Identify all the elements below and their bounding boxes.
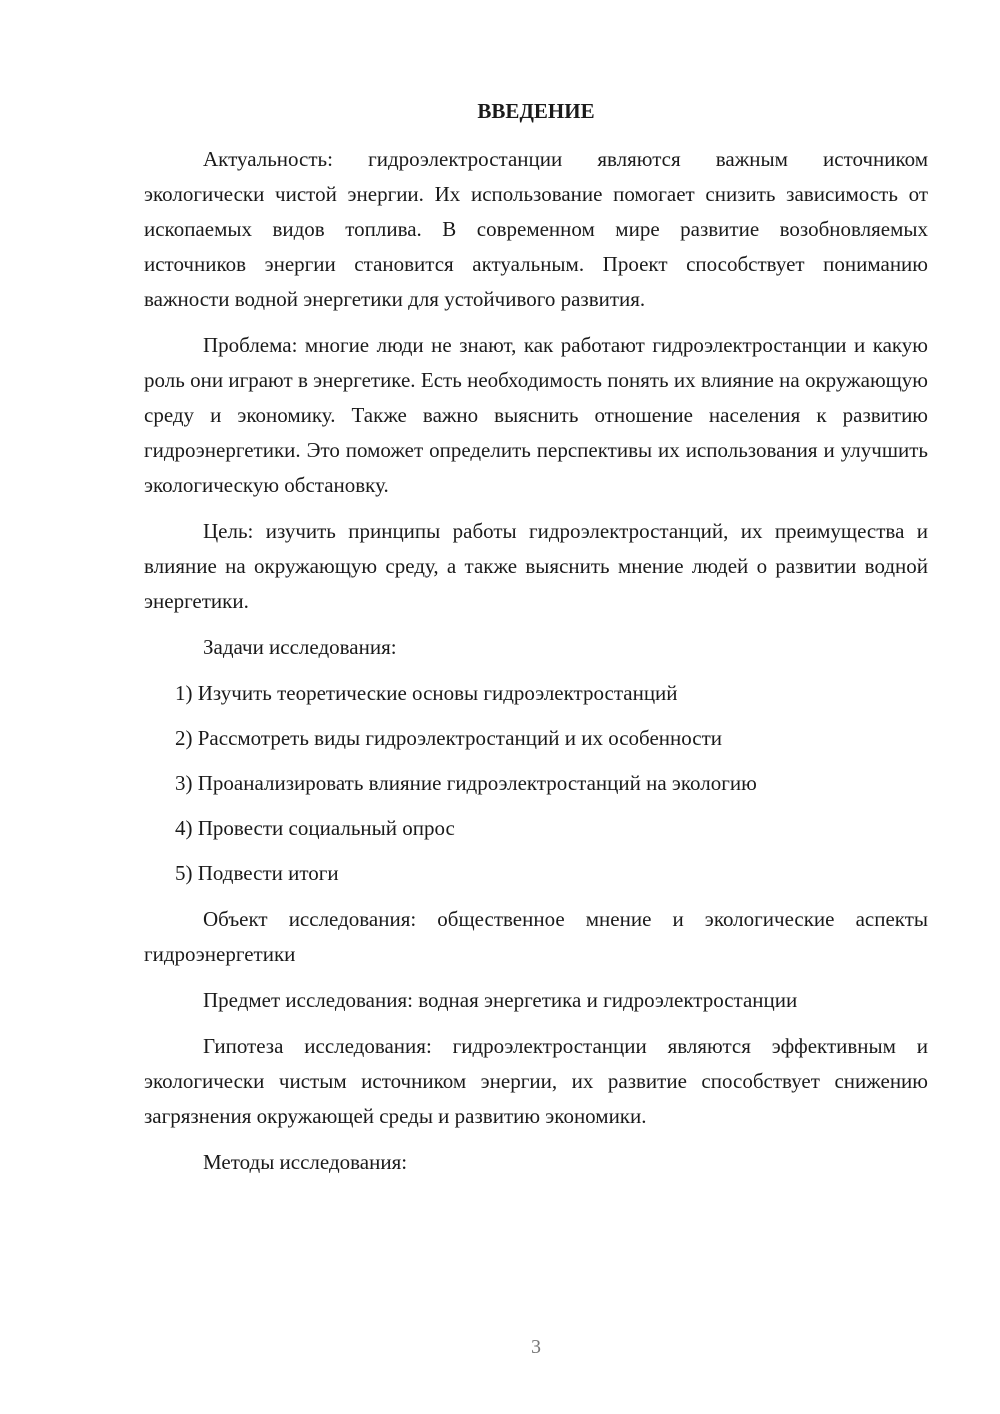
document-page — [144, 0, 928, 1414]
relevance-paragraph: Актуальность: гидроэлектростанции являются важным источником экологически чистой энергии. Их использование помогает снизить зависимость от ископаемых видов топлива. В современном мире развитие возобновляемых источников энергии становится актуальным. Проект способствует пониманию важности водной энергетики для устойчивого развития. — [144, 147, 928, 311]
methods-heading: Методы исследования: — [203, 1150, 408, 1174]
task-item: 5) Подвести итоги — [175, 861, 339, 885]
task-item: 1) Изучить теоретические основы гидроэлектростанций — [175, 681, 678, 705]
tasks-heading: Задачи исследования: — [203, 635, 397, 659]
task-item: 3) Проанализировать влияние гидроэлектростанций на экологию — [175, 771, 757, 795]
task-item: 4) Провести социальный опрос — [175, 816, 455, 840]
subject-paragraph: Предмет исследования: водная энергетика и гидроэлектростанции — [203, 988, 798, 1012]
problem-paragraph: Проблема: многие люди не знают, как работают гидроэлектростанции и какую роль они играют в энергетике. Есть необходимость понять их влияние на окружающую среду и экономику. Также важно выяснить отношение населения к развитию гидроэнергетики. Это поможет определить перспективы их использования и улучшить экологическую обстановку. — [144, 333, 928, 497]
task-list — [144, 676, 928, 891]
task-item: 2) Рассмотреть виды гидроэлектростанций и их особенности — [175, 726, 723, 750]
object-paragraph: Объект исследования: общественное мнение и экологические аспекты гидроэнергетики — [144, 907, 928, 966]
hypothesis-paragraph: Гипотеза исследования: гидроэлектростанции являются эффективным и экологически чистым источником энергии, их развитие способствует снижению загрязнения окружающей среды и развитию экономики. — [144, 1034, 928, 1128]
document-body — [144, 142, 928, 1180]
page-number: 3 — [531, 1336, 541, 1358]
goal-paragraph: Цель: изучить принципы работы гидроэлектростанций, их преимущества и влияние на окружающую среду, а также выяснить мнение людей о развитии водной энергетики. — [144, 519, 928, 613]
page-title: ВВЕДЕНИЕ — [477, 99, 595, 123]
